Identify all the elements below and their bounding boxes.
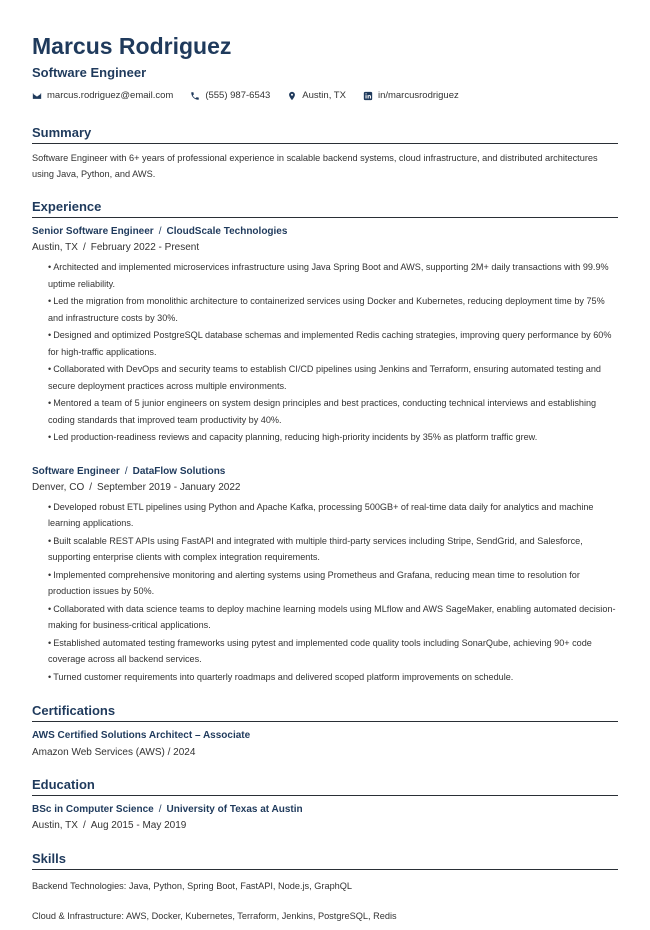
education-degree: BSc in Computer Science — [32, 804, 154, 815]
candidate-title: Software Engineer — [32, 65, 147, 80]
job-bullet: • Implemented comprehensive monitoring and alerting systems using Prometheus and Grafana, reducing mean time to resolution for production issues by 50%. — [48, 569, 580, 596]
job-bullets — [32, 499, 618, 686]
education-section — [32, 777, 618, 833]
certifications-heading: Certifications — [32, 703, 618, 722]
job-company: CloudScale Technologies — [166, 226, 288, 237]
experience-heading: Experience — [32, 199, 618, 218]
envelope-icon — [32, 91, 42, 101]
certification-year: 2024 — [173, 747, 196, 758]
job-title-line: Senior Software Engineer / CloudScale Technologies — [32, 226, 288, 237]
job-bullet: • Turned customer requirements into quarterly roadmaps and delivered scoped platform improvements on schedule. — [48, 671, 514, 682]
job-dates: February 2022 - Present — [90, 242, 200, 253]
certification-meta: Amazon Web Services (AWS) / 2024 — [32, 747, 196, 758]
job-bullet: • Mentored a team of 5 junior engineers on system design principles and best practices, conducting technical interviews and establishing coding standards that improved team productivity by 40%. — [48, 398, 597, 425]
job-meta-line: Austin, TX / February 2022 - Present — [32, 242, 200, 253]
certification-name: AWS Certified Solutions Architect – Associate — [32, 730, 251, 741]
job-bullets — [32, 259, 618, 446]
job-bullet: • Led production-readiness reviews and capacity planning, reducing high-priority incidents by 35% as platform traffic grew. — [48, 432, 538, 442]
job-bullet: • Developed robust ETL pipelines using Python and Apache Kafka, processing 500GB+ of real-time data daily for analytics and machine learning applications. — [48, 501, 594, 528]
contact-email[interactable] — [32, 89, 173, 103]
job-location: Austin, TX — [32, 242, 78, 253]
job-dates: September 2019 - January 2022 — [97, 481, 241, 493]
summary-section — [32, 125, 618, 182]
education-dates: Aug 2015 - May 2019 — [90, 820, 187, 831]
education-school: University of Texas at Austin — [166, 804, 303, 815]
candidate-name: Marcus Rodriguez — [32, 33, 232, 59]
education-title-line: BSc in Computer Science / University of Texas at Austin — [32, 804, 303, 815]
job-entry — [32, 464, 618, 686]
job-company: DataFlow Solutions — [132, 465, 226, 477]
contact-phone[interactable] — [190, 89, 270, 103]
job-location: Denver, CO — [32, 481, 85, 493]
education-heading: Education — [32, 777, 618, 796]
education-location: Austin, TX — [32, 820, 78, 831]
experience-section — [32, 199, 618, 685]
summary-heading: Summary — [32, 125, 618, 144]
job-role: Senior Software Engineer — [32, 226, 154, 237]
phone-icon — [190, 91, 200, 101]
job-bullet: • Led the migration from monolithic architecture to containerized services using Docker and Kubernetes, reducing deployment time by 75% and infrastructure costs by 30%. — [48, 296, 605, 323]
contact-location — [287, 89, 346, 103]
job-bullet: • Built scalable REST APIs using FastAPI and integrated with multiple third-party services including Stripe, SendGrid, and Salesforce, supporting enterprise clients with complex integration requirements. — [48, 535, 583, 562]
job-bullet: • Collaborated with data science teams to deploy machine learning models using MLflow and AWS SageMaker, enabling automated decision-making for business-critical applications. — [48, 603, 616, 630]
education-meta-line: Austin, TX / Aug 2015 - May 2019 — [32, 820, 187, 831]
job-meta-line: Denver, CO / September 2019 - January 2022 — [32, 481, 241, 493]
job-title-line: Software Engineer / DataFlow Solutions — [32, 465, 226, 477]
contact-location-text: Austin, TX — [302, 90, 346, 101]
job-bullet: • Designed and optimized PostgreSQL database schemas and implemented Redis caching strategies, improving query performance by 60% for high-traffic applications. — [48, 330, 612, 357]
skills-line: Cloud & Infrastructure: AWS, Docker, Kubernetes, Terraform, Jenkins, PostgreSQL, Redis — [32, 911, 397, 921]
job-entry — [32, 224, 618, 446]
contact-linkedin-text: in/marcusrodriguez — [377, 90, 459, 101]
skills-heading: Skills — [32, 851, 618, 870]
job-role: Software Engineer — [32, 465, 120, 477]
map-pin-icon — [287, 91, 297, 101]
job-bullet: • Architected and implemented microservices infrastructure using Java Spring Boot and AWS, supporting 2M+ daily transactions with 99.9% uptime reliability. — [48, 262, 609, 289]
skills-line: Backend Technologies: Java, Python, Spring Boot, FastAPI, Node.js, GraphQL — [32, 881, 353, 891]
contact-linkedin[interactable] — [363, 89, 459, 103]
contact-phone-text: (555) 987-6543 — [205, 90, 271, 101]
linkedin-icon — [363, 91, 373, 101]
job-bullet: • Established automated testing frameworks using pytest and implemented code quality tools including SonarQube, achieving 90+ code coverage across all backend services. — [48, 637, 592, 664]
certifications-section — [32, 703, 618, 760]
job-bullet: • Collaborated with DevOps and security teams to establish CI/CD pipelines using Jenkins and Terraform, ensuring automated testing and secure deployment practices across multiple environments. — [48, 364, 601, 391]
skills-section — [32, 851, 618, 923]
summary-text: Software Engineer with 6+ years of professional experience in scalable backend systems, cloud infrastructure, and distributed architectures using Java, Python, and AWS. — [32, 153, 598, 179]
contact-bar — [32, 89, 618, 103]
certification-issuer: Amazon Web Services (AWS) — [32, 747, 165, 758]
contact-email-text: marcus.rodriguez@email.com — [47, 90, 174, 101]
